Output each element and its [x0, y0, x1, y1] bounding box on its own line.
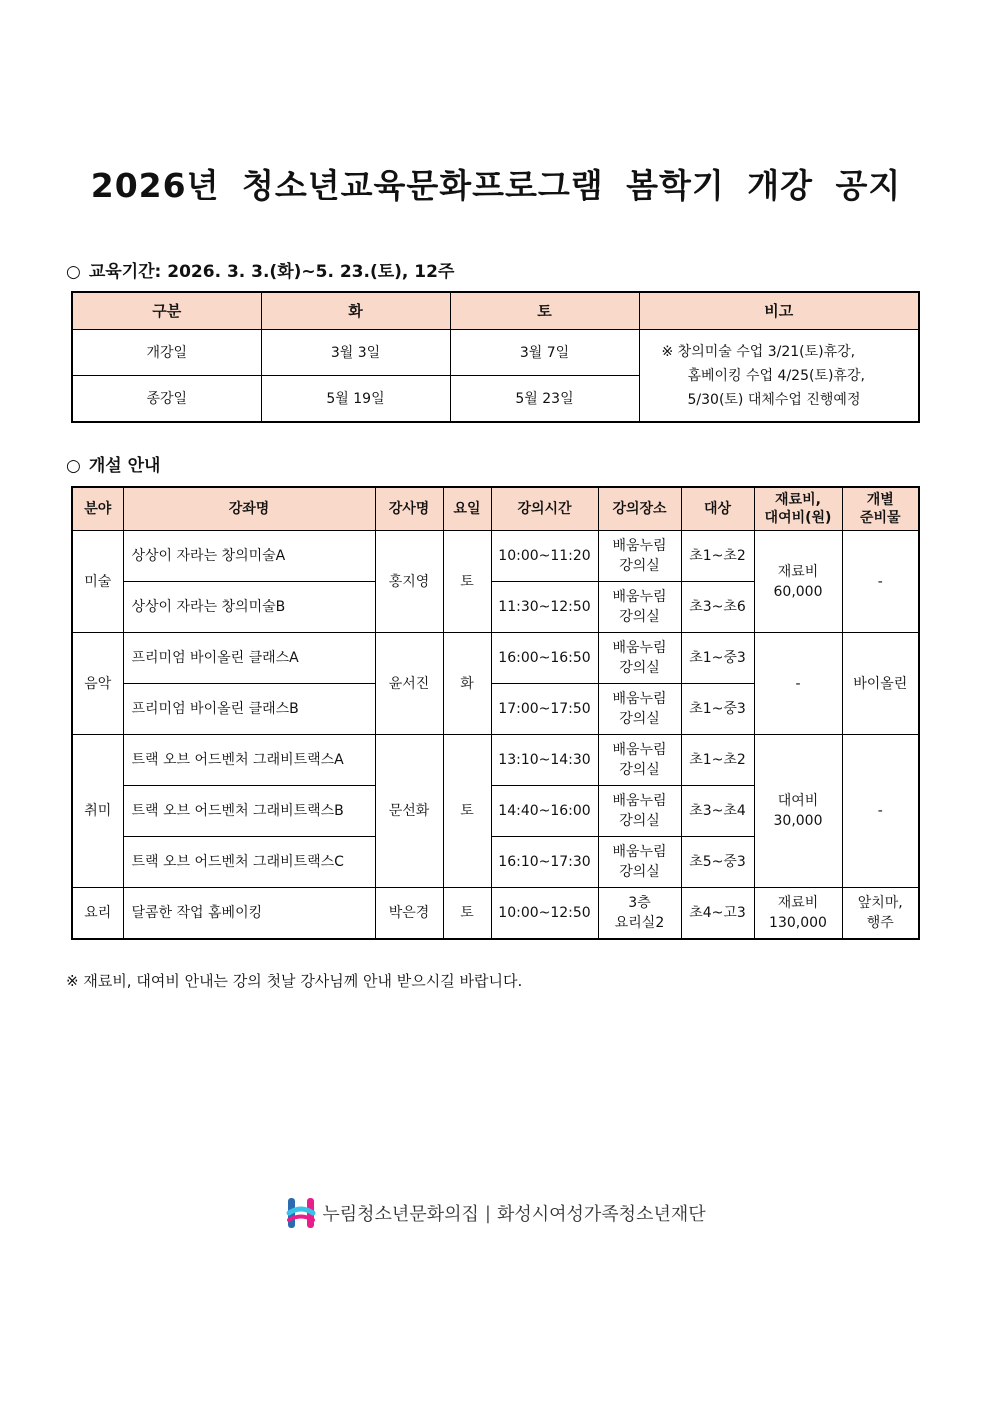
prep-cell: -	[842, 531, 919, 633]
time-cell: 10:00~11:20	[491, 531, 598, 582]
course-table	[71, 486, 920, 940]
time-cell: 11:30~12:50	[491, 582, 598, 633]
target-cell: 초1~중3	[681, 684, 754, 735]
instructor-cell: 윤서진	[375, 633, 443, 735]
place-line: 강의실	[619, 864, 660, 880]
house-logo-icon	[286, 1196, 316, 1230]
footer-logo	[0, 1196, 992, 1230]
course-name: 트랙 오브 어드벤처 그래비트랙스C	[123, 837, 375, 888]
place-line: 배움누림	[612, 691, 667, 707]
place-cell	[598, 633, 681, 684]
place-line: 강의실	[619, 813, 660, 829]
table-row	[72, 633, 919, 684]
header-target: 대상	[681, 487, 754, 531]
header-prep	[842, 487, 919, 531]
place-line: 3층	[628, 895, 651, 911]
header-field: 분야	[72, 487, 123, 531]
fee-line: 재료비	[777, 563, 819, 580]
place-line: 강의실	[619, 609, 660, 625]
target-cell: 초1~중3	[681, 633, 754, 684]
place-line: 배움누림	[612, 640, 667, 656]
page-title: 2026년 청소년교육문화프로그램 봄학기 개강 공지	[90, 166, 902, 205]
fee-cell	[754, 531, 842, 633]
prep-line: 행주	[866, 915, 894, 931]
field-cell: 음악	[72, 633, 123, 735]
header-fee-line: 대여비(원)	[764, 510, 832, 526]
place-cell	[598, 888, 681, 940]
course-name: 트랙 오브 어드벤처 그래비트랙스B	[123, 786, 375, 837]
remark-cell	[639, 330, 919, 423]
remark-line: ※ 창의미술 수업 3/21(토)휴강,	[661, 343, 856, 360]
place-cell	[598, 837, 681, 888]
target-cell: 초1~초2	[681, 531, 754, 582]
target-cell: 초3~초6	[681, 582, 754, 633]
row-label: 종강일	[72, 376, 261, 423]
header-time: 강의시간	[491, 487, 598, 531]
table-row	[72, 735, 919, 786]
course-name: 트랙 오브 어드벤처 그래비트랙스A	[123, 735, 375, 786]
header-tuesday: 화	[261, 292, 450, 330]
place-line: 강의실	[619, 711, 660, 727]
time-cell: 16:00~16:50	[491, 633, 598, 684]
tue-date: 3월 3일	[261, 330, 450, 376]
header-remark: 비고	[639, 292, 919, 330]
place-line: 요리실2	[614, 915, 665, 931]
tue-date: 5월 19일	[261, 376, 450, 423]
org-name: 누림청소년문화의집	[322, 1204, 479, 1225]
course-name: 달콤한 작업 홈베이킹	[123, 888, 375, 940]
course-name: 프리미엄 바이올린 클래스A	[123, 633, 375, 684]
course-name: 상상이 자라는 창의미술B	[123, 582, 375, 633]
place-line: 배움누림	[612, 793, 667, 809]
table-row	[72, 531, 919, 582]
fee-line: 60,000	[773, 583, 823, 600]
time-cell: 10:00~12:50	[491, 888, 598, 940]
place-line: 강의실	[619, 558, 660, 574]
day-cell: 토	[443, 735, 491, 888]
fee-cell	[754, 735, 842, 888]
table-row	[72, 888, 919, 940]
place-cell	[598, 531, 681, 582]
header-instructor: 강사명	[375, 487, 443, 531]
fee-line: 130,000	[769, 915, 827, 931]
header-fee	[754, 487, 842, 531]
field-cell: 요리	[72, 888, 123, 940]
time-cell: 14:40~16:00	[491, 786, 598, 837]
prep-cell	[842, 888, 919, 940]
place-line: 배움누림	[612, 589, 667, 605]
place-cell	[598, 735, 681, 786]
day-cell: 토	[443, 531, 491, 633]
period-table	[71, 291, 920, 423]
header-course: 강좌명	[123, 487, 375, 531]
prep-cell: 바이올린	[842, 633, 919, 735]
header-saturday: 토	[450, 292, 639, 330]
place-line: 배움누림	[612, 742, 667, 758]
target-cell: 초3~초4	[681, 786, 754, 837]
time-cell: 17:00~17:50	[491, 684, 598, 735]
field-cell: 취미	[72, 735, 123, 888]
fee-line: 대여비	[777, 793, 819, 809]
header-prep-line: 개별	[866, 492, 894, 508]
remark-line: 홈베이킹 수업 4/25(토)휴강,	[687, 367, 865, 384]
instructor-cell: 박은경	[375, 888, 443, 940]
instructor-cell: 홍지영	[375, 531, 443, 633]
target-cell: 초5~중3	[681, 837, 754, 888]
place-line: 배움누림	[612, 538, 667, 554]
time-cell: 13:10~14:30	[491, 735, 598, 786]
org-separator: |	[484, 1202, 491, 1224]
day-cell: 토	[443, 888, 491, 940]
place-cell	[598, 582, 681, 633]
course-name: 프리미엄 바이올린 클래스B	[123, 684, 375, 735]
sat-date: 3월 7일	[450, 330, 639, 376]
place-cell	[598, 786, 681, 837]
header-fee-line: 재료비,	[775, 492, 821, 508]
header-day: 요일	[443, 487, 491, 531]
bullet-circle: ○	[66, 456, 81, 476]
fee-notice: ※ 재료비, 대여비 안내는 강의 첫날 강사님께 안내 받으시길 바랍니다.	[66, 972, 523, 990]
foundation-name: 화성시여성가족청소년재단	[496, 1204, 706, 1225]
bullet-circle: ○	[66, 262, 81, 282]
prep-line: 앞치마,	[857, 895, 903, 911]
time-cell: 16:10~17:30	[491, 837, 598, 888]
courses-heading-text: 개설 안내	[88, 456, 161, 476]
fee-cell	[754, 888, 842, 940]
fee-cell: -	[754, 633, 842, 735]
place-line: 배움누림	[612, 844, 667, 860]
courses-heading	[66, 451, 160, 476]
place-line: 강의실	[619, 762, 660, 778]
sat-date: 5월 23일	[450, 376, 639, 423]
header-category: 구분	[72, 292, 261, 330]
fee-line: 30,000	[773, 813, 823, 829]
field-cell: 미술	[72, 531, 123, 633]
day-cell: 화	[443, 633, 491, 735]
target-cell: 초1~초2	[681, 735, 754, 786]
course-name: 상상이 자라는 창의미술A	[123, 531, 375, 582]
period-heading-text: 교육기간: 2026. 3. 3.(화)~5. 23.(토), 12주	[88, 262, 455, 282]
prep-cell: -	[842, 735, 919, 888]
row-label: 개강일	[72, 330, 261, 376]
header-prep-line: 준비물	[859, 510, 901, 526]
place-cell	[598, 684, 681, 735]
remark-line: 5/30(토) 대체수업 진행예정	[687, 391, 861, 408]
fee-line: 재료비	[777, 895, 819, 911]
header-place: 강의장소	[598, 487, 681, 531]
period-heading	[66, 257, 454, 282]
place-line: 강의실	[619, 660, 660, 676]
instructor-cell: 문선화	[375, 735, 443, 888]
target-cell: 초4~고3	[681, 888, 754, 940]
